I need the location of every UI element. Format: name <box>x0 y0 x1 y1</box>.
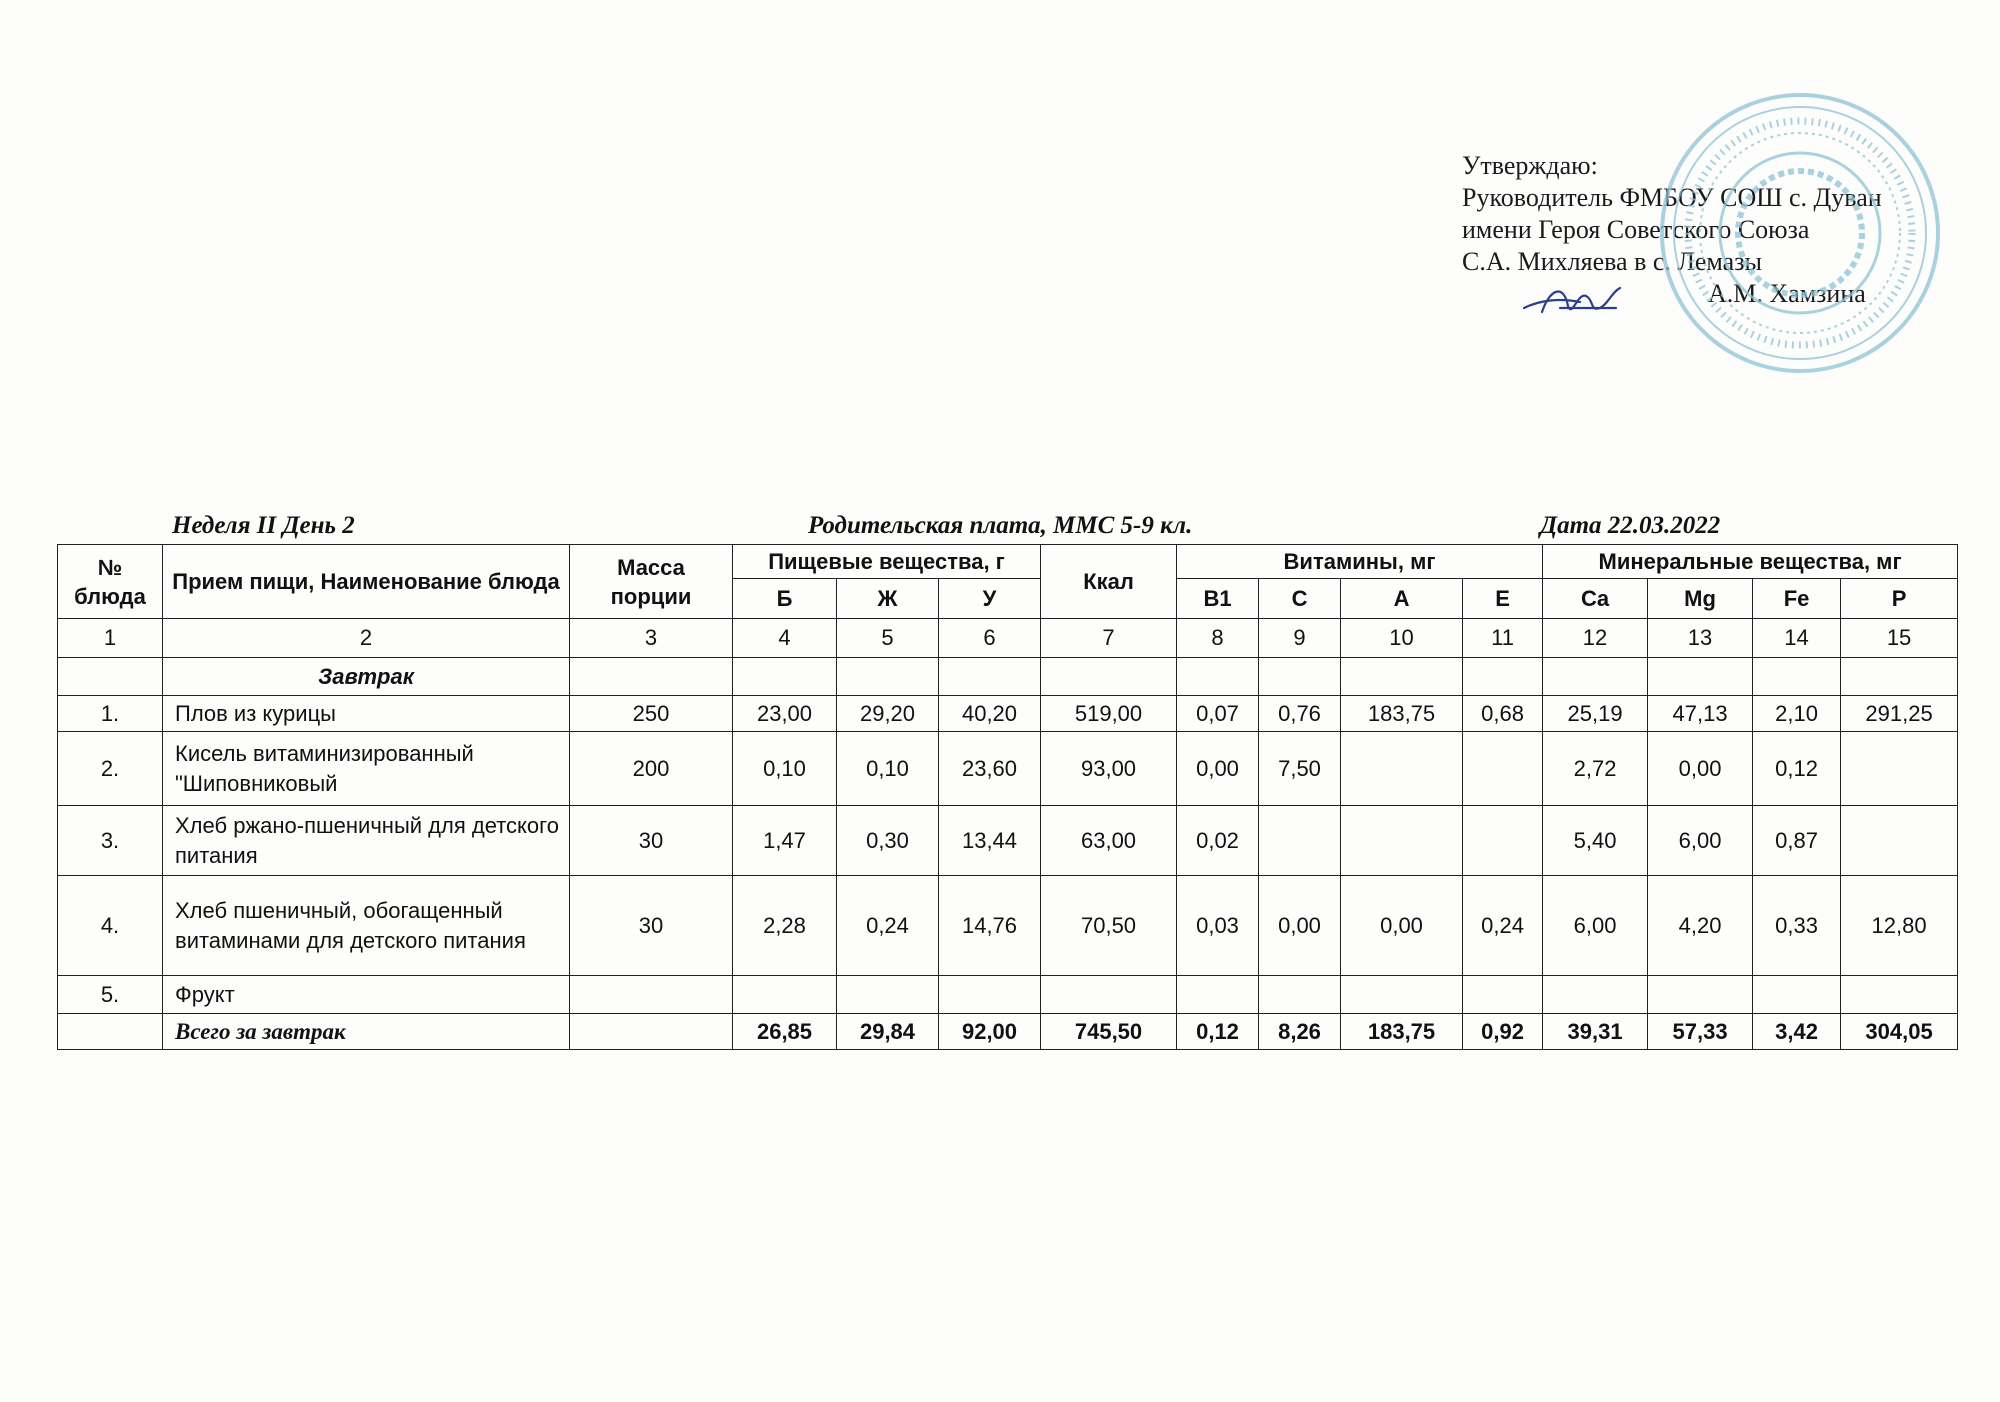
cell-c: 0,00 <box>1259 876 1341 976</box>
col-number: 3 <box>570 619 733 658</box>
total-kcal: 745,50 <box>1041 1014 1177 1050</box>
dish-number: 2. <box>58 732 163 806</box>
dish-number: 5. <box>58 976 163 1014</box>
cell-ca <box>1543 976 1648 1014</box>
total-u: 92,00 <box>939 1014 1041 1050</box>
cell-p <box>1841 806 1958 876</box>
sub-header-a: A <box>1341 579 1463 619</box>
dish-mass: 30 <box>570 806 733 876</box>
dish-name: Плов из курицы <box>163 696 570 732</box>
cell-zh: 0,24 <box>837 876 939 976</box>
cell-ca: 25,19 <box>1543 696 1648 732</box>
cell-b1 <box>1177 976 1259 1014</box>
cell-zh <box>837 976 939 1014</box>
table-row <box>58 976 1958 1014</box>
col-number: 7 <box>1041 619 1177 658</box>
dish-mass: 30 <box>570 876 733 976</box>
dish-name: Кисель витаминизированный "Шиповниковый <box>163 732 570 806</box>
cell-p <box>1841 976 1958 1014</box>
cell-kcal: 63,00 <box>1041 806 1177 876</box>
cell-kcal: 93,00 <box>1041 732 1177 806</box>
cell-c <box>1259 976 1341 1014</box>
cell-b1: 0,02 <box>1177 806 1259 876</box>
sub-header-mg: Mg <box>1648 579 1753 619</box>
total-ca: 39,31 <box>1543 1014 1648 1050</box>
cell-e: 0,24 <box>1463 876 1543 976</box>
total-b1: 0,12 <box>1177 1014 1259 1050</box>
cell-a <box>1341 976 1463 1014</box>
col-number: 2 <box>163 619 570 658</box>
cell-u: 23,60 <box>939 732 1041 806</box>
cell-fe <box>1753 976 1841 1014</box>
sub-header-b1: B1 <box>1177 579 1259 619</box>
table-row <box>58 876 1958 976</box>
table-row <box>58 806 1958 876</box>
col-name-header: Прием пищи, Наименование блюда <box>163 545 570 619</box>
total-row <box>58 1014 1958 1050</box>
total-a: 183,75 <box>1341 1014 1463 1050</box>
col-number: 9 <box>1259 619 1341 658</box>
total-b: 26,85 <box>733 1014 837 1050</box>
cell-e: 0,68 <box>1463 696 1543 732</box>
cell-zh: 0,10 <box>837 732 939 806</box>
approval-title: Утверждаю: <box>1462 151 1598 180</box>
numbering-row <box>58 619 1958 658</box>
cell-c: 7,50 <box>1259 732 1341 806</box>
cell-b1: 0,07 <box>1177 696 1259 732</box>
sub-header-ca: Ca <box>1543 579 1648 619</box>
cell-u: 14,76 <box>939 876 1041 976</box>
sub-header-c: C <box>1259 579 1341 619</box>
cell-u <box>939 976 1041 1014</box>
dish-number: 1. <box>58 696 163 732</box>
cell-p: 291,25 <box>1841 696 1958 732</box>
cell-b: 1,47 <box>733 806 837 876</box>
section-row <box>58 658 1958 696</box>
menu-header <box>0 510 2000 544</box>
cell-fe: 0,12 <box>1753 732 1841 806</box>
sub-header-b: Б <box>733 579 837 619</box>
col-number: 11 <box>1463 619 1543 658</box>
cell-b1: 0,03 <box>1177 876 1259 976</box>
cell-c <box>1259 806 1341 876</box>
cell-kcal: 519,00 <box>1041 696 1177 732</box>
cell-b <box>733 976 837 1014</box>
cell-kcal <box>1041 976 1177 1014</box>
approval-signer: А.М. Хамзина <box>1708 279 1866 308</box>
table-row <box>58 696 1958 732</box>
cell-u: 40,20 <box>939 696 1041 732</box>
total-zh: 29,84 <box>837 1014 939 1050</box>
dish-mass: 250 <box>570 696 733 732</box>
payment-label: Родительская плата, ММС 5-9 кл. <box>808 512 1193 539</box>
cell-fe: 2,10 <box>1753 696 1841 732</box>
col-number: 8 <box>1177 619 1259 658</box>
cell-fe: 0,87 <box>1753 806 1841 876</box>
cell-c: 0,76 <box>1259 696 1341 732</box>
cell-e <box>1463 806 1543 876</box>
cell-b1: 0,00 <box>1177 732 1259 806</box>
cell-kcal: 70,50 <box>1041 876 1177 976</box>
cell-a: 0,00 <box>1341 876 1463 976</box>
total-mass <box>570 1014 733 1050</box>
group-minerals-header: Минеральные вещества, мг <box>1543 545 1958 579</box>
dish-mass: 200 <box>570 732 733 806</box>
sub-header-p: P <box>1841 579 1958 619</box>
dish-number: 4. <box>58 876 163 976</box>
menu-table <box>57 544 1958 1050</box>
dish-name: Хлеб ржано-пшеничный для детского питания <box>163 806 570 876</box>
approval-position: Руководитель ФМБОУ СОШ с. Дуван <box>1462 183 1882 212</box>
table-row <box>58 732 1958 806</box>
cell-mg <box>1648 976 1753 1014</box>
col-number: 10 <box>1341 619 1463 658</box>
col-number: 15 <box>1841 619 1958 658</box>
cell-mg: 4,20 <box>1648 876 1753 976</box>
cell-zh: 0,30 <box>837 806 939 876</box>
col-number: 13 <box>1648 619 1753 658</box>
dish-name: Фрукт <box>163 976 570 1014</box>
cell-ca: 6,00 <box>1543 876 1648 976</box>
col-number: 1 <box>58 619 163 658</box>
cell-ca: 2,72 <box>1543 732 1648 806</box>
cell-b: 0,10 <box>733 732 837 806</box>
total-fe: 3,42 <box>1753 1014 1841 1050</box>
cell-a: 183,75 <box>1341 696 1463 732</box>
sub-header-fe: Fe <box>1753 579 1841 619</box>
total-label: Всего за завтрак <box>163 1014 570 1050</box>
stamp-seal <box>1655 88 1945 378</box>
col-number: 14 <box>1753 619 1841 658</box>
dish-number: 3. <box>58 806 163 876</box>
cell-mg: 0,00 <box>1648 732 1753 806</box>
total-mg: 57,33 <box>1648 1014 1753 1050</box>
cell-mg: 6,00 <box>1648 806 1753 876</box>
approval-position-cont: имени Героя Советского Союза <box>1462 215 1810 244</box>
group-nutrients-header: Пищевые вещества, г <box>733 545 1041 579</box>
col-number: 4 <box>733 619 837 658</box>
dish-mass <box>570 976 733 1014</box>
cell-ca: 5,40 <box>1543 806 1648 876</box>
cell-p <box>1841 732 1958 806</box>
week-day-label: Неделя II День 2 <box>172 512 355 539</box>
dish-name: Хлеб пшеничный, обогащенный витаминами для детского питания <box>163 876 570 976</box>
col-no-header: № блюда <box>58 545 163 619</box>
total-c: 8,26 <box>1259 1014 1341 1050</box>
cell-e <box>1463 976 1543 1014</box>
col-number: 5 <box>837 619 939 658</box>
cell-mg: 47,13 <box>1648 696 1753 732</box>
group-vitamins-header: Витамины, мг <box>1177 545 1543 579</box>
col-mass-header: Масса порции <box>570 545 733 619</box>
signature <box>1520 278 1630 322</box>
cell-b: 23,00 <box>733 696 837 732</box>
cell-e <box>1463 732 1543 806</box>
section-title: Завтрак <box>163 658 570 696</box>
cell-zh: 29,20 <box>837 696 939 732</box>
cell-a <box>1341 732 1463 806</box>
total-p: 304,05 <box>1841 1014 1958 1050</box>
col-kcal-header: Ккал <box>1041 545 1177 619</box>
cell-p: 12,80 <box>1841 876 1958 976</box>
col-number: 12 <box>1543 619 1648 658</box>
sub-header-zh: Ж <box>837 579 939 619</box>
sub-header-u: У <box>939 579 1041 619</box>
cell-u: 13,44 <box>939 806 1041 876</box>
cell-a <box>1341 806 1463 876</box>
col-number: 6 <box>939 619 1041 658</box>
approval-position-cont2: С.А. Михляева в с. Лемазы <box>1462 247 1762 276</box>
total-e: 0,92 <box>1463 1014 1543 1050</box>
date-label: Дата 22.03.2022 <box>1540 512 1721 539</box>
cell-b: 2,28 <box>733 876 837 976</box>
cell-fe: 0,33 <box>1753 876 1841 976</box>
sub-header-e: E <box>1463 579 1543 619</box>
